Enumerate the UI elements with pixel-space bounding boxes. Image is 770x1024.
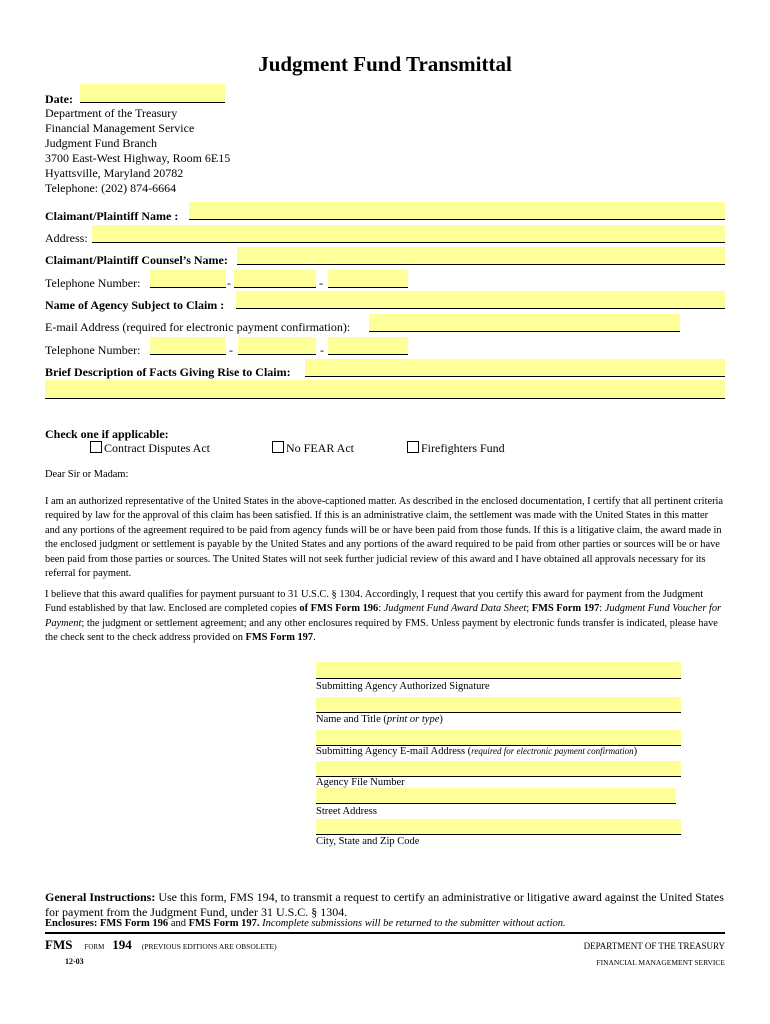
general-instructions: General Instructions: Use this form, FMS 194, to transmit a request to certify an administrative or litigative award against the United States for payment from the Judgment Fund, under 31 U.S.C. § 1304. — [45, 890, 724, 919]
checkbox-icon[interactable] — [90, 441, 102, 453]
firefighters-option[interactable] — [407, 441, 505, 455]
form-number: 194 — [112, 937, 132, 952]
checkbox-icon[interactable] — [272, 441, 284, 453]
footer-divider — [45, 932, 725, 934]
signature-label: Submitting Agency Authorized Signature — [316, 681, 490, 692]
service-name: FINANCIAL MANAGEMENT SERVICE — [596, 958, 725, 967]
check-label: Check one if applicable: — [45, 427, 169, 441]
form-id — [45, 936, 277, 954]
telephone-2-line[interactable] — [328, 337, 408, 355]
date-input[interactable] — [80, 84, 225, 103]
obsolete-note: (PREVIOUS EDITIONS ARE OBSOLETE) — [141, 942, 277, 951]
claimant-label: Claimant/Plaintiff Name : — [45, 209, 179, 223]
email-label: E-mail Address (required for electronic payment confirmation): — [45, 320, 351, 334]
counsel-input[interactable] — [237, 247, 725, 265]
telephone-2-label: Telephone Number: — [45, 343, 141, 357]
signature-block — [316, 660, 681, 860]
address-line-1: Department of the Treasury — [45, 106, 178, 120]
department-name: DEPARTMENT OF THE TREASURY — [583, 941, 725, 951]
fms-label: FMS — [45, 937, 73, 952]
address-label: Address: — [45, 231, 88, 245]
paragraph-1: I am an authorized representative of the United States in the above-captioned matter. As described in the enclosed documentation, I certify that all pertinent criteria required by law for the approval of this claim has been satisfied. If this is an administrative claim, the settlement was made with the United States in this matter and any portions of the agreement required to be paid from agency funds will be or have been paid from those funds. If this is a litigative claim, the award made in the enclosed judgment or settlement is payable by the United States and any portions of the award required to be paid from other parties or sources will be or have been paid from those parties or sources. The United States will not seek further judicial review of this award and I have obtained all approvals necessary for its referral for payment. — [45, 496, 724, 580]
email-input[interactable] — [369, 314, 680, 332]
dash: - — [319, 276, 323, 290]
street-address-input[interactable] — [316, 788, 676, 804]
telephone-1-line[interactable] — [328, 270, 408, 288]
dash: - — [320, 343, 324, 357]
enclosures-note: Enclosures: FMS Form 196 and FMS Form 197. Incomplete submissions will be returned to the submitter without action. — [45, 918, 566, 929]
counsel-label: Claimant/Plaintiff Counsel’s Name: — [45, 253, 228, 267]
city-state-zip-label: City, State and Zip Code — [316, 836, 420, 847]
contract-disputes-label: Contract Disputes Act — [104, 441, 210, 455]
telephone-2-area[interactable] — [150, 337, 226, 355]
agency-file-input[interactable] — [316, 761, 681, 777]
signature-input[interactable] — [316, 662, 681, 679]
name-title-input[interactable] — [316, 697, 681, 713]
address-input[interactable] — [92, 225, 725, 243]
address-line-6: Telephone: (202) 874-6664 — [45, 181, 177, 195]
form-word: FORM — [84, 943, 105, 951]
contract-disputes-option[interactable] — [90, 441, 210, 455]
no-fear-option[interactable] — [272, 441, 354, 455]
city-state-zip-input[interactable] — [316, 819, 681, 835]
street-address-label: Street Address — [316, 806, 377, 817]
page-title: Judgment Fund Transmittal — [258, 52, 512, 76]
address-line-3: Judgment Fund Branch — [45, 136, 157, 150]
facts-label: Brief Description of Facts Giving Rise to Claim: — [45, 365, 291, 379]
firefighters-label: Firefighters Fund — [421, 441, 505, 455]
checkbox-icon[interactable] — [407, 441, 419, 453]
agency-file-label: Agency File Number — [316, 777, 405, 788]
telephone-1-area[interactable] — [150, 270, 226, 288]
address-line-2: Financial Management Service — [45, 121, 195, 135]
agency-email-label: Submitting Agency E-mail Address (required for electronic payment confirmation) — [316, 746, 638, 757]
name-title-label: Name and Title (print or type) — [316, 714, 443, 725]
agency-email-input[interactable] — [316, 730, 681, 746]
telephone-1-prefix[interactable] — [234, 270, 316, 288]
telephone-1-label: Telephone Number: — [45, 276, 141, 290]
facts-input-line-2[interactable] — [45, 380, 725, 399]
agency-label: Name of Agency Subject to Claim : — [45, 298, 225, 312]
no-fear-label: No FEAR Act — [286, 441, 355, 455]
salutation: Dear Sir or Madam: — [45, 469, 129, 480]
date-label: Date: — [45, 92, 73, 106]
address-line-5: Hyattsville, Maryland 20782 — [45, 166, 184, 180]
paragraph-2: I believe that this award qualifies for payment pursuant to 31 U.S.C. § 1304. Accordingly, I request that you certify this award for payment from the Judgment Fund established by that law. Enclosed are completed copies of FMS Form 196: Judgment Fund Award Data Sheet; FMS Form 197: Judgment Fund Voucher for Payment; the judgment or settlement agreement; and any other enclosures required by FMS. Unless payment by electronic funds transfer is indicated, please have the check sent to the check address provided on FMS Form 197. — [45, 589, 722, 644]
edition-date: 12-03 — [65, 957, 84, 966]
address-line-4: 3700 East-West Highway, Room 6E15 — [45, 151, 231, 165]
facts-input-line-1[interactable] — [305, 359, 725, 377]
dash: - — [229, 343, 233, 357]
dash: - — [227, 276, 231, 290]
agency-input[interactable] — [236, 291, 725, 309]
claimant-input[interactable] — [189, 202, 725, 220]
telephone-2-prefix[interactable] — [238, 337, 316, 355]
